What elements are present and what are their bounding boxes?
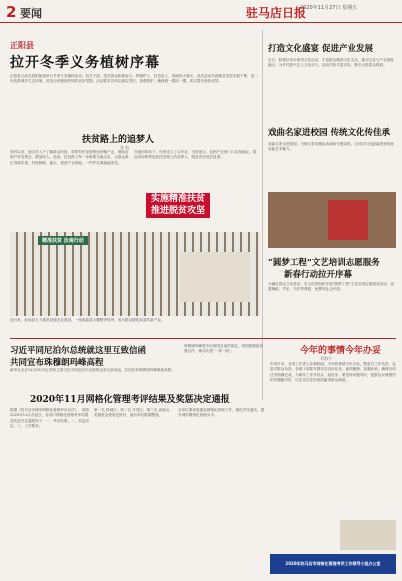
lead-kicker: 正阳县 (10, 41, 34, 50)
greenhouse-photo (10, 232, 260, 316)
lead-body: 正阳县日前在真阳街道举行冬季义务植树活动，机关干部、党员群众积极参与，挥锹铲土、扶苗培土，现场热火朝天。此次活动共栽植各类苗木数千株，进一步改善城乡生态环境，营造全民植绿护绿的良好氛围。活动要求各单位落实责任，加强管护，确保栽一棵活一棵，切实提升绿化成效。 (10, 74, 258, 84)
right-body-1: 近日，驿城区举办系列文化活动，丰富群众精神文化生活，推动文化与产业深度融合，为乡村振兴注入文化动力。活动内容丰富多彩，吸引大批群众观看。 (268, 58, 394, 68)
right-body-2: 戏曲名家走进校园，为师生带来精彩表演和专题讲座，让同学们近距离感受传统戏曲艺术魅力。 (268, 142, 394, 152)
right-photo-figure (328, 200, 368, 240)
masthead (0, 0, 402, 23)
essay-title: 今年的事情今年办妥 (300, 346, 382, 356)
photo-caption: 连日来，汝南县大力推进设施农业建设，一座座蔬菜大棚整齐排列，成为群众增收致富的新产业。 (10, 318, 165, 322)
mid-story-title: 扶贫路上的追梦人 (82, 135, 155, 145)
photo-banner: 精准扶贫 汝南行动 (38, 236, 88, 245)
section-label: 要闻 (20, 7, 42, 20)
bottom-title-b: 共同宣布珠穆朗玛峰高程 (10, 358, 104, 368)
mid-story-body-2: 在他的带动下，村里成立了合作社，引进项目，贫困户在家门口实现就业。群众纷纷称赞他是扶贫路上的追梦人，脱贫攻坚成效显著。 (134, 150, 257, 160)
page-number: 2 (6, 3, 17, 21)
bottom-body-b: 珠穆朗玛峰是中尼两国友谊的象征，两国将继续加强合作，推动共建“一带一路”。 (184, 344, 264, 354)
right-title-2: 戏曲名家进校园 传统文化传佳承 (268, 128, 390, 138)
campaign-line-2: 推进脱贫攻坚 (150, 206, 205, 216)
notice-col-2: 第一名 驿城区；第二名 开发区；第三名 高新区。奖励资金按规定拨付，落后单位限期整改。 (94, 408, 173, 418)
notice-col-1: 根据《驻马店市城市网格化管理考评办法》，现将2020年11月各县区、各部门网格化管理考评结果及奖惩决定通报如下：一、考评结果；二、奖惩决定；三、工作要求。 (10, 408, 90, 429)
section-rule (10, 338, 396, 339)
right-title-3: “圆梦工程”文艺培训志愿服务 (268, 258, 380, 268)
essay-byline: 刘海平 (320, 356, 332, 361)
bottom-title-a: 习近平同尼泊尔总统就这里互致信函 (10, 346, 147, 356)
right-title-3b: 新春行动拉开序幕 (284, 270, 353, 280)
campaign-box (146, 193, 210, 218)
mid-story-byline: 张 航 (120, 145, 130, 150)
right-photo (268, 192, 396, 248)
bottom-body-a: 新华社北京11月25日电 国家主席习近平同尼泊尔总统班达里互致信函，共同宣布珠穆朗玛峰最新高程。 (10, 368, 175, 372)
essay-body: 年终岁末，各项工作进入冲刺阶段。今年的事情今年办妥，既是对工作负责，也是对群众负责。各级干部要对照年初目标任务，逐项梳理、查漏补缺，确保各项任务圆满完成，为明年工作开好头、起好步。要坚持问题导向，把群众反映强烈的问题解决好，以实实在在的成效赢得群众满意。 (270, 362, 396, 383)
right-title-1: 打造文化盛宴 促进产业发展 (268, 44, 373, 54)
lead-title: 拉开冬季义务植树序幕 (10, 55, 160, 71)
paper-name: 驻马店日报 (246, 6, 307, 20)
campaign-line-1: 实施精准扶贫 (150, 194, 205, 204)
dateline: 2020年11月27日 星期五 (300, 5, 358, 11)
photo-inset (180, 252, 250, 302)
right-body-3: 为满足群众文化需求，市文化馆组织开展“圆梦工程”文艺培训志愿服务活动，设置舞蹈、声乐、书法等课程，免费向社会开放。 (268, 282, 394, 292)
ad-strip: 2020年驻马店市网格化管理考评工作领导小组办公室 (270, 554, 396, 574)
mid-story-body-1: 驻村以来，他走村入户了解群众所需，带领村民发展特色种植产业，帮助贫困户转变观念、增加收入。他说，扶贫路上每一步都要走稳走实，让群众真正得到实惠。村里修路、通水、建设产业基地，一件件实事落地见效。 (10, 150, 129, 165)
notice-col-3: 各单位要高度重视网格化管理工作，强化责任落实，提升城市精细化管理水平。 (178, 408, 265, 418)
notice-title: 2020年11月网格化管理考评结果及奖惩决定通报 (30, 395, 230, 405)
essay-illustration (340, 520, 396, 550)
